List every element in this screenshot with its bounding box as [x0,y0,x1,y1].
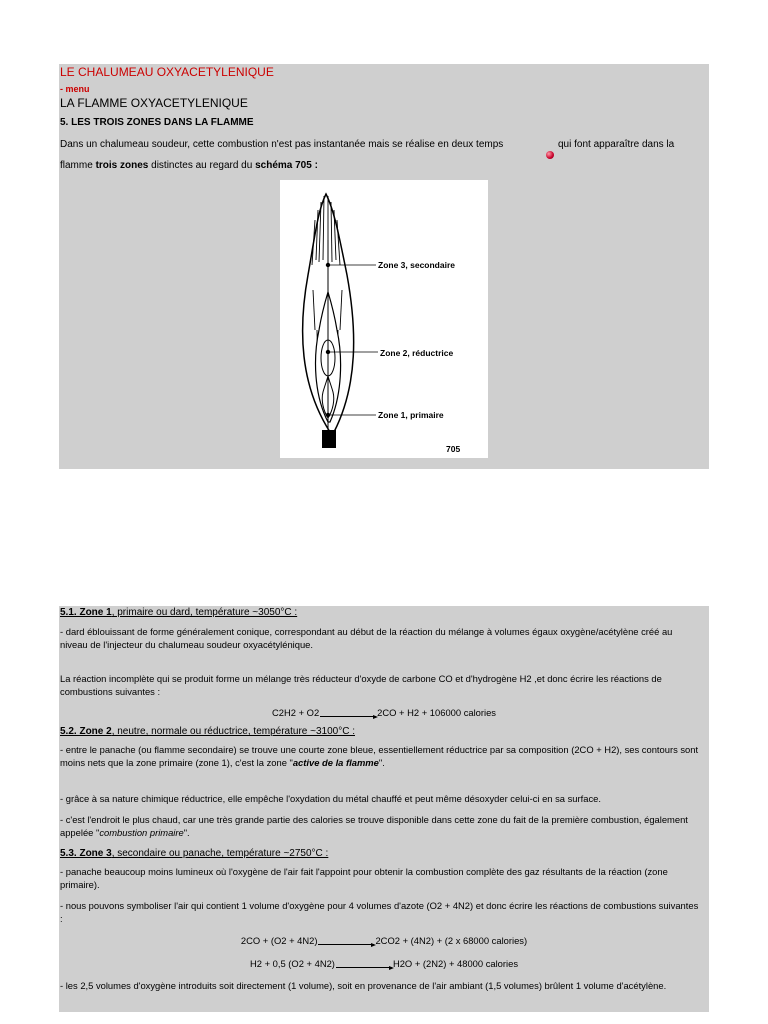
zone2-heading-rest: , neutre, normale ou réductrice, température ~3100°C : [111,726,355,737]
intro-line2-d: schéma 705 : [255,160,318,171]
zone1-heading [60,607,297,619]
zone3-p3: - les 2,5 volumes d'oxygène introduits soit directement (1 volume), soit en provenance de l'air ambiant (1,5 volumes) brûlent 1 volume d'acétylène. [60,980,667,991]
red-ball-icon[interactable] [546,151,554,159]
zone1-heading-rest: , primaire ou dard, température ~3050°C : [111,607,298,618]
intro-line1-text: Dans un chalumeau soudeur, cette combustion n'est pas instantanée mais se réalise en deux temps [60,139,504,150]
zone2-p3 [60,813,700,839]
zone3-p2: - nous pouvons symboliser l'air qui contient 1 volume d'oxygène pour 4 volumes d'azote (O2 + 4N2) et donc écrire les réactions de combustions suivantes : [60,900,699,924]
zone2-p1 [60,743,700,769]
zone3-p1: - panache beaucoup moins lumineux où l'oxygène de l'air fait l'appoint pour obtenir la combustion complète des gaz résultants de la réaction (zone primaire). [60,866,668,890]
page-title: LE CHALUMEAU OXYACETYLENIQUE [60,65,274,79]
zone2-heading-num: 5.2. Zone 2 [60,726,112,737]
zone2-p3-b: combustion primaire [99,827,184,838]
zone2-label: Zone 2, réductrice [380,348,454,358]
figure-number: 705 [446,444,461,454]
zone1-p2: La réaction incomplète qui se produit forme un mélange très réducteur d'oxyde de carbone CO et d'hydrogène H2 ,et donc écrire les réactions de combustions suivantes : [60,673,662,697]
reaction-arrow-icon [318,938,374,945]
intro-line1-end: qui font apparaître dans la [558,139,675,150]
flame-drawing [280,180,488,458]
zone3-heading-num: 5.3. Zone 3 [60,848,112,859]
eq1-right: 2CO + H2 + 106000 calories [377,707,496,718]
zone3-heading [60,848,328,860]
zone3-equation-2 [59,958,709,969]
intro-line2-a: flamme [60,160,96,171]
eq3-right: H2O + (2N2) + 48000 calories [392,958,519,969]
zone3-equation-1 [59,935,709,946]
eq2-left: 2CO + (O2 + 4N2) [240,935,318,946]
intro-line2-c: distinctes au regard du [148,160,256,171]
zone2-p1-c: ". [378,757,385,768]
zone2-p1-b: active de la flamme [292,757,379,768]
zone1-p1: - dard éblouissant de forme généralement conique, correspondant au début de la réaction du mélange à volumes égaux oxygène/acétylène créé au niveau de l'injecteur du chalumeau soudeur oxyacétylénique. [60,626,673,650]
intro-line2-b: trois zones [95,160,149,171]
eq1-left: C2H2 + O2 [272,707,320,718]
zone2-p3-c: ". [183,827,190,838]
page-subtitle: LA FLAMME OXYACETYLENIQUE [60,96,248,110]
bottom-panel [59,606,709,1012]
zone1-heading-num: 5.1. Zone 1 [60,607,112,618]
zone1-equation [59,707,709,718]
zone1-label: Zone 1, primaire [378,410,444,420]
zone2-p2: - grâce à sa nature chimique réductrice, elle empêche l'oxydation du métal chauffé et peut même désoxyder celui-ci en sa surface. [60,793,601,804]
intro-line1 [60,139,503,151]
zone3-label: Zone 3, secondaire [378,260,455,270]
torch-nozzle [322,430,336,448]
zone2-p1-a: - entre le panache (ou flamme secondaire) se trouve une courte zone bleue, essentiellement réductrice par sa composition (2CO + H2), ses contours sont moins nets que la zone primaire (zone 1), c'est la zone " [60,744,699,768]
reaction-arrow-icon [320,710,376,717]
zone2-p3-a: - c'est l'endroit le plus chaud, car une très grande partie des calories se trouve disponible dans cette zone du fait de la première combustion, également appelée " [60,814,688,838]
section-heading: 5. LES TROIS ZONES DANS LA FLAMME [60,117,254,128]
zone3-heading-rest: , secondaire ou panache, température ~2750°C : [111,848,329,859]
intro-line2 [60,160,318,172]
zone2-heading [60,726,355,738]
reaction-arrow-icon [336,961,392,968]
eq3-left: H2 + 0,5 (O2 + 4N2) [249,958,335,969]
flame-diagram [280,180,488,458]
eq2-right: 2CO2 + (4N2) + (2 x 68000 calories) [375,935,528,946]
menu-link[interactable]: - menu [60,84,90,94]
